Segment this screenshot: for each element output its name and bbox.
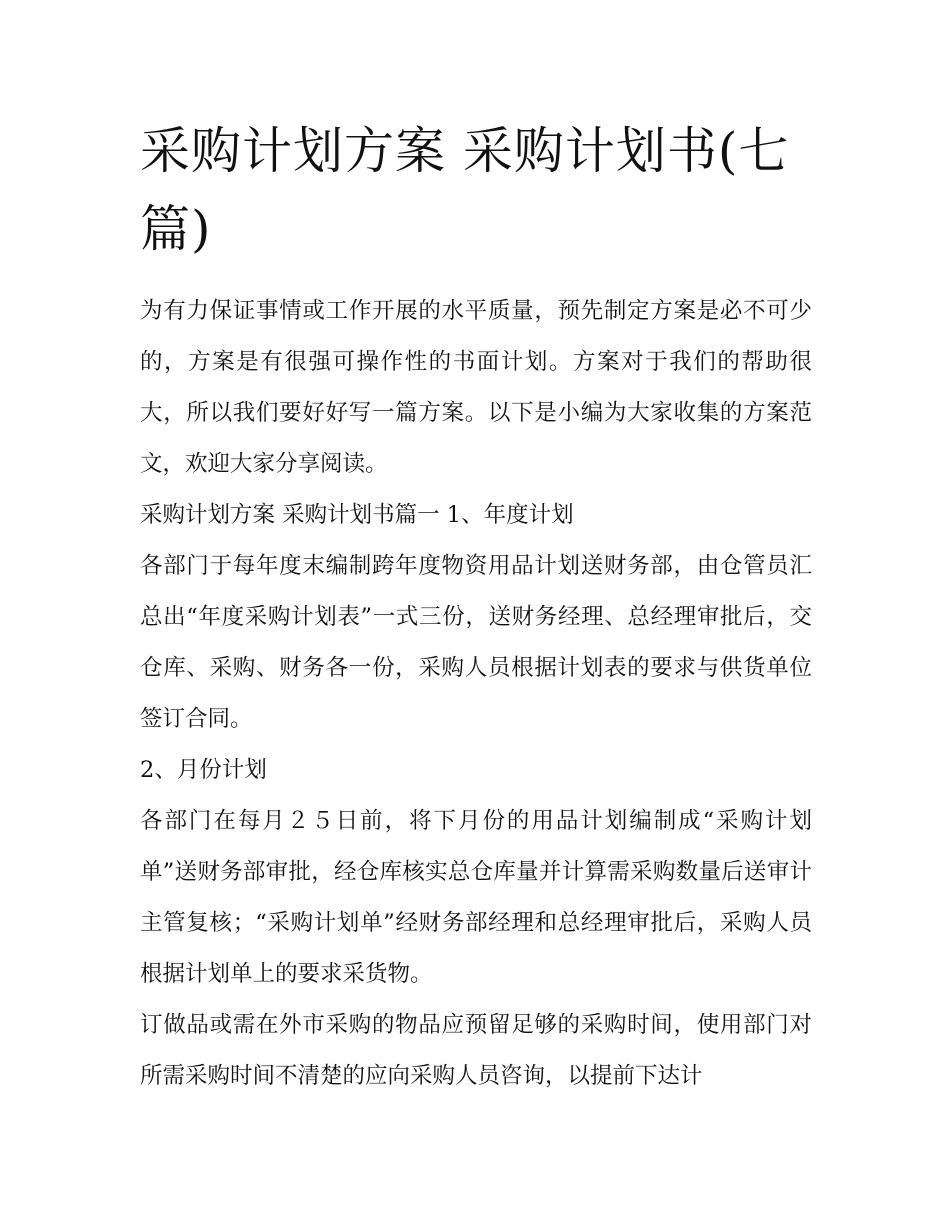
document-page	[140, 112, 812, 1102]
monthly-plan-paragraph: 各部门在每月２５日前，将下月份的用品计划编制成“采购计划单”送财务部审批，经仓库核实总仓库量并计算需采购数量后送审计主管复核；“采购计划单”经财务部经理和总经理审批后，采购人员根据计划单上的要求采货物。	[140, 808, 812, 987]
annual-plan-paragraph: 各部门于每年度末编制跨年度物资用品计划送财务部，由仓管员汇总出“年度采购计划表”一式三份，送财务经理、总经理审批后，交仓库、采购、财务各一份，采购人员根据计划表的要求与供货单位签订合同。	[140, 553, 812, 732]
section-heading-monthly-plan: 2、月份计划	[140, 757, 267, 783]
document-title: 采购计划方案 采购计划书(七篇)	[140, 122, 790, 258]
custom-order-paragraph: 订做品或需在外市采购的物品应预留足够的采购时间，使用部门对所需采购时间不清楚的应向采购人员咨询，以提前下达计	[140, 1012, 812, 1089]
intro-paragraph: 为有力保证事情或工作开展的水平质量，预先制定方案是必不可少的，方案是有很强可操作性的书面计划。方案对于我们的帮助很大，所以我们要好好写一篇方案。以下是小编为大家收集的方案范文，欢迎大家分享阅读。	[140, 298, 812, 477]
section-heading-annual-plan: 采购计划方案 采购计划书篇一 1、年度计划	[140, 502, 574, 528]
